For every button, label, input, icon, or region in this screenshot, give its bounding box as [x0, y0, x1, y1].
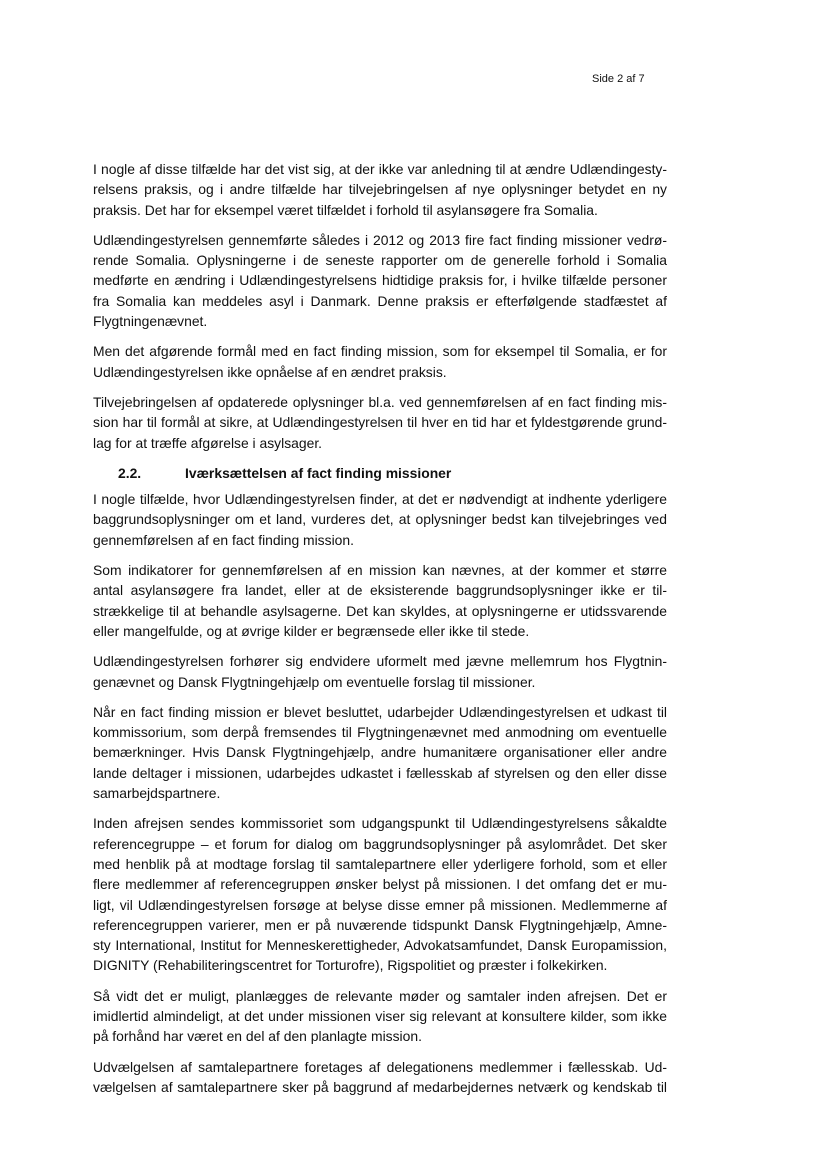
document-body	[93, 159, 667, 1107]
section-number: 2.2.	[118, 464, 142, 481]
paragraph-line: fra Somalia kan meddeles asyl i Danmark. Denne praksis er efterfølgende stadfæstet af	[93, 292, 667, 309]
paragraph-line: Men det afgørende formål med en fact finding mission, som for eksempel til Somalia, er for	[93, 343, 667, 360]
paragraph-line: I nogle af disse tilfælde har det vist sig, at der ikke var anledning til at ændre Udlændingesty-	[93, 161, 667, 177]
paragraph	[93, 651, 667, 692]
paragraph-line: referencegruppe – et forum for dialog om baggrundsoplysninger på asylområdet. Det sker	[93, 835, 667, 852]
paragraph-line: DIGNITY (Rehabiliteringscentret for Torturofre), Rigspolitiet og præster i folkekirken.	[93, 957, 608, 974]
paragraph-line: genævnet og Dansk Flygtningehjælp om eventuelle forslag til missioner.	[93, 673, 536, 690]
section-title: Iværksættelsen af fact finding missioner	[185, 464, 452, 481]
paragraph-line: gennemførelsen af en fact finding mission.	[93, 531, 354, 548]
paragraph-line: ligt, vil Udlændingestyrelsen forsøge at belyse disse emner på missionen. Medlemmerne af	[93, 896, 667, 913]
paragraph-line: I nogle tilfælde, hvor Udlændingestyrelsen finder, at det er nødvendigt at indhente yderligere	[93, 491, 667, 508]
paragraph-line: bemærkninger. Hvis Dansk Flygtningehjælp, andre humanitære organisationer eller andre	[93, 744, 667, 761]
paragraph-line: Flygtningenævnet.	[93, 313, 208, 330]
paragraph-line: baggrundsoplysninger om et land, vurderes det, at oplysninger bedst kan tilvejebringes ved	[93, 511, 667, 528]
paragraph	[93, 392, 667, 453]
paragraph-line: sty International, Institut for Menneskerettigheder, Advokatsamfundet, Dansk Europamission,	[93, 937, 667, 954]
paragraph-line: rende Somalia. Oplysningerne i de seneste rapporter om de generelle forhold i Somalia	[93, 252, 667, 269]
paragraph-line: med henblik på at modtage forslag til samtalepartnere eller yderligere forhold, som et eller	[93, 855, 667, 872]
page-number: Side 2 af 7	[592, 73, 645, 85]
paragraph-line: Udlændingestyrelsen ikke opnåelse af en ændret praksis.	[93, 363, 447, 380]
paragraph-line: Så vidt det er muligt, planlægges de relevante møder og samtaler inden afrejsen. Det er	[93, 987, 667, 1004]
paragraph	[93, 1057, 667, 1098]
section-body	[93, 489, 667, 1097]
paragraph-line: Når en fact finding mission er blevet besluttet, udarbejder Udlændingestyrelsen et udkast til	[93, 703, 667, 720]
paragraph-line: flere medlemmer af referencegruppen ønsker belyst på missionen. I det omfang det er mu-	[93, 876, 667, 893]
paragraph-line: Udvælgelsen af samtalepartnere foretages af delegationens medlemmer i fællesskab. Ud-	[93, 1058, 667, 1075]
paragraph	[93, 159, 667, 220]
paragraph	[93, 813, 667, 975]
paragraph-line: lag for at træffe afgørelse i asylsager.	[93, 434, 323, 451]
paragraph	[93, 702, 667, 803]
paragraph	[93, 560, 667, 641]
paragraph-line: imidlertid almindeligt, at det under missionen viser sig relevant at konsultere kilder, som ikke	[93, 1007, 667, 1024]
paragraph-line: Som indikatorer for gennemførelsen af en mission kan nævnes, at der kommer et større	[93, 562, 667, 579]
paragraph	[93, 489, 667, 550]
paragraph-line: praksis. Det har for eksempel været tilfældet i forhold til asylansøgere fra Somalia.	[93, 201, 598, 218]
paragraph	[93, 341, 667, 382]
paragraph	[93, 986, 667, 1047]
paragraph-line: Tilvejebringelsen af opdaterede oplysninger bl.a. ved gennemførelsen af en fact finding mis-	[93, 393, 667, 410]
paragraph-line: medførte en ændring i Udlændingestyrelsens hidtidige praksis for, i hvilke tilfælde personer	[93, 272, 667, 289]
section-heading	[93, 463, 667, 483]
paragraph-line: Udlændingestyrelsen gennemførte således i 2012 og 2013 fire fact finding missioner vedrø-	[93, 231, 667, 248]
paragraph-line: lande deltager i missionen, udarbejdes udkastet i fællesskab af styrelsen og den eller disse	[93, 764, 667, 781]
paragraph-line: antal asylansøgere fra landet, eller at de eksisterende baggrundsoplysninger ikke er til-	[93, 582, 667, 599]
paragraph-line: kommissorium, som derpå fremsendes til Flygtningenævnet med anmodning om eventuelle	[93, 724, 667, 741]
paragraph-line: på forhånd har været en del af den planlagte mission.	[93, 1028, 422, 1045]
paragraph-line: relsens praksis, og i andre tilfælde har tilvejebringelsen af nye oplysninger betydet en ny	[93, 181, 667, 198]
paragraph-line: strækkelige til at behandle asylsagerne. Det kan skyldes, at oplysningerne er utidssvarende	[93, 602, 667, 619]
paragraph-line: Udlændingestyrelsen forhører sig endvidere uformelt med jævne mellemrum hos Flygtnin-	[93, 653, 667, 670]
paragraph-line: Inden afrejsen sendes kommissoriet som udgangspunkt til Udlændingestyrelsens såkaldte	[93, 815, 667, 832]
paragraph-line: samarbejdspartnere.	[93, 785, 221, 802]
section-intro	[93, 159, 667, 453]
paragraph-line: eller mangelfulde, og at øvrige kilder er begrænsede eller ikke til stede.	[93, 622, 530, 639]
paragraph-line: vælgelsen af samtalepartnere sker på baggrund af medarbejdernes netværk og kendskab til	[93, 1078, 667, 1095]
paragraph	[93, 230, 667, 331]
paragraph-line: referencegruppen varierer, men er på nuværende tidspunkt Dansk Flygtningehjælp, Amne-	[93, 916, 667, 933]
paragraph-line: sion har til formål at sikre, at Udlændingestyrelsen til hver en tid har et fyldestgørende grund-	[93, 414, 667, 431]
